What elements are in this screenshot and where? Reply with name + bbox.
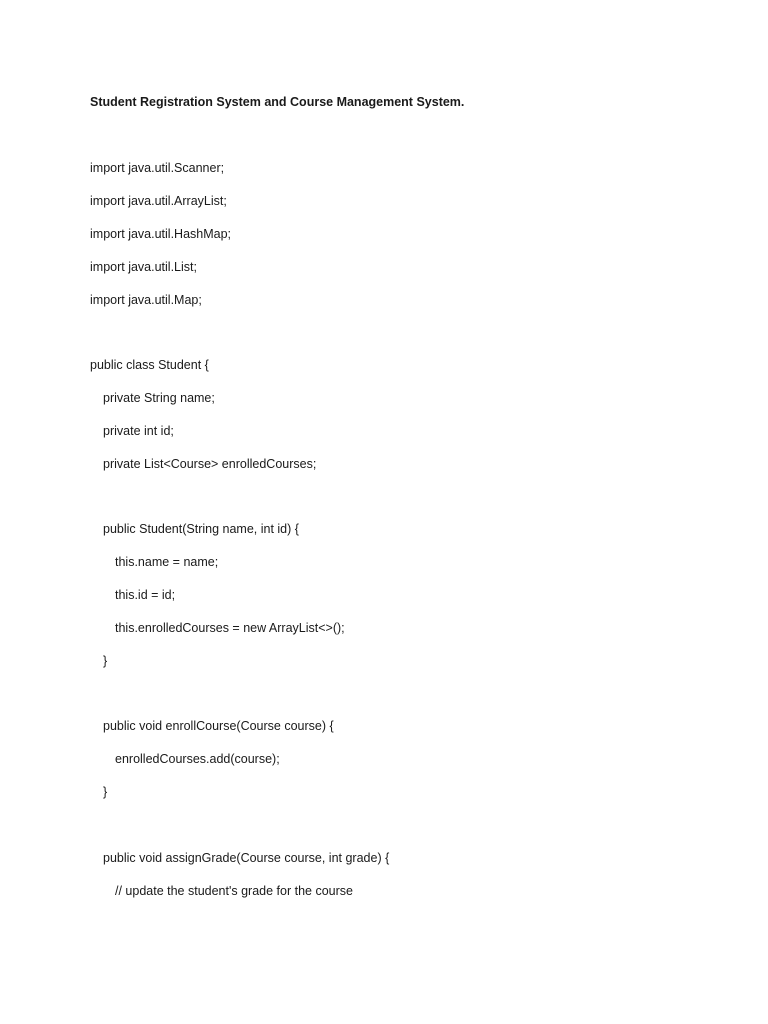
code-line: import java.util.List; (90, 260, 197, 274)
code-line: import java.util.ArrayList; (90, 194, 227, 208)
code-line: this.enrolledCourses = new ArrayList<>(); (115, 621, 345, 635)
code-line: } (103, 785, 108, 799)
code-line: public Student(String name, int id) { (103, 522, 299, 536)
code-line: private String name; (103, 391, 215, 405)
code-line: } (103, 654, 108, 668)
code-line: this.id = id; (115, 588, 176, 602)
code-line: import java.util.HashMap; (90, 227, 232, 241)
code-line: // update the student's grade for the course (115, 884, 353, 898)
document-title: Student Registration System and Course Management System. (90, 95, 465, 109)
code-line: private List<Course> enrolledCourses; (103, 457, 317, 471)
code-line: import java.util.Map; (90, 293, 202, 307)
code-line: import java.util.Scanner; (90, 161, 225, 175)
code-line: public class Student { (90, 358, 209, 372)
code-line: public void assignGrade(Course course, int grade) { (103, 851, 390, 865)
code-line: public void enrollCourse(Course course) { (103, 719, 334, 733)
code-line: private int id; (103, 424, 174, 438)
code-line: this.name = name; (115, 555, 219, 569)
code-line: enrolledCourses.add(course); (115, 752, 280, 766)
